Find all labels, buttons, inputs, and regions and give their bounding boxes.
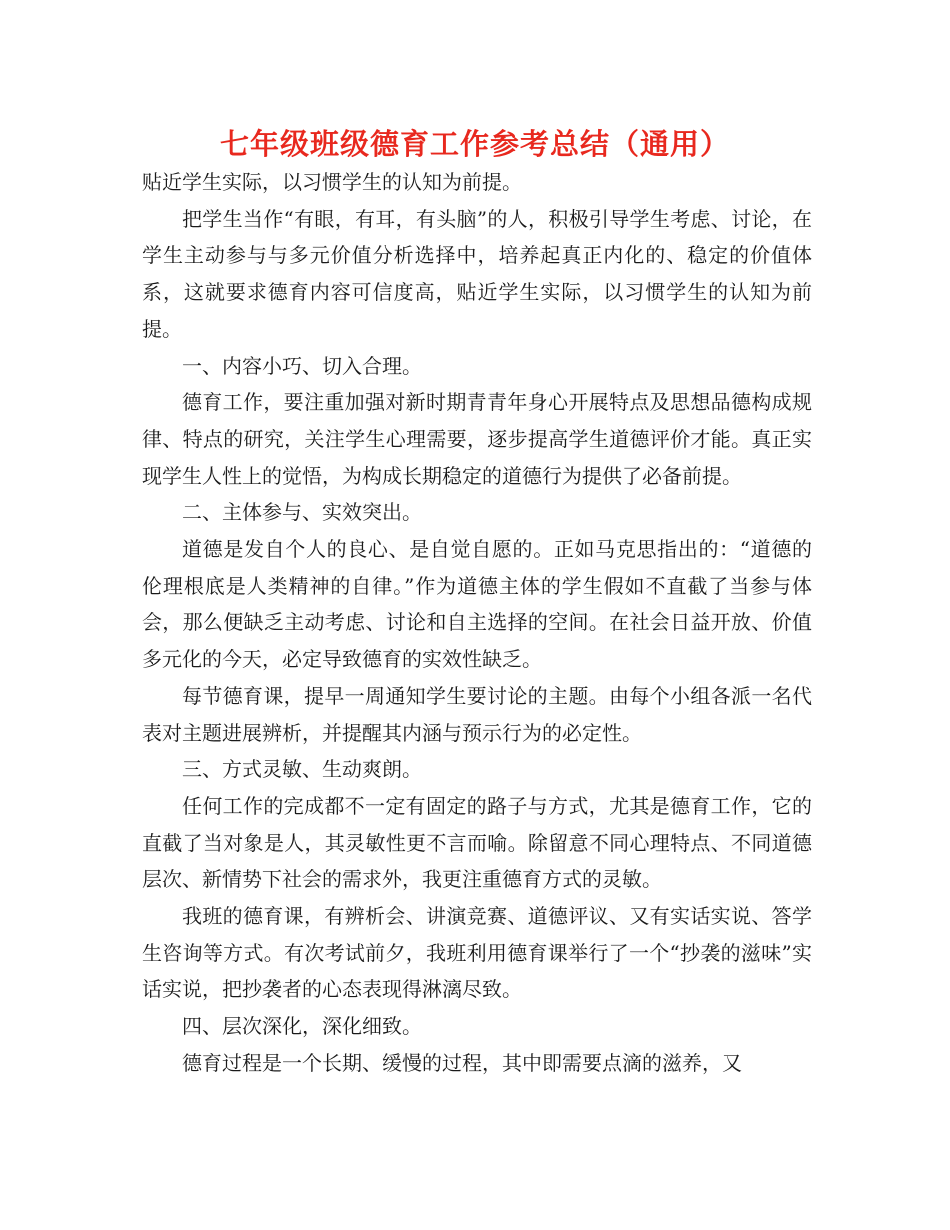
paragraph-5: 每节德育课，提早一周通知学生要讨论的主题。由每个小组各派一名代表对主题进展辨析，并提醒其内涵与预示行为的必定性。 (142, 683, 812, 745)
document-title: 七年级班级德育工作参考总结（通用） (219, 127, 730, 161)
paragraph-4: 道德是发自个人的良心、是自觉自愿的。正如马克思指出的：“道德的伦理根底是人类精神的自律。”作为道德主体的学生假如不直截了当参与体会，那么便缺乏主动考虑、讨论和自主选择的空间。在社会日益开放、价值多元化的今天，必定导致德育的实效性缺乏。 (142, 537, 812, 672)
paragraph-2: 把学生当作“有眼，有耳，有头脑”的人，积极引导学生考虑、讨论，在学生主动参与与多元价值分析选择中，培养起真正内化的、稳定的价值体系，这就要求德育内容可信度高，贴近学生实际，以习惯学生的认知为前提。 (142, 206, 812, 341)
document-body (142, 164, 812, 1082)
paragraph-3: 德育工作，要注重加强对新时期青青年身心开展特点及思想品德构成规律、特点的研究，关注学生心理需要，逐步提高学生道德评价才能。真正实现学生人性上的觉悟，为构成长期稳定的道德行为提供了必备前提。 (142, 390, 812, 488)
paragraph-8: 德育过程是一个长期、缓慢的过程，其中即需要点滴的滋养，又 (182, 1050, 742, 1075)
paragraph-1: 贴近学生实际，以习惯学生的认知为前提。 (142, 170, 522, 194)
paragraph-7: 我班的德育课，有辨析会、讲演竞赛、道德评议、又有实话实说、答学生咨询等方式。有次考试前夕，我班利用德育课举行了一个“抄袭的滋味”实话实说，把抄袭者的心态表现得淋漓尽致。 (142, 904, 812, 1002)
section-heading-4: 四、层次深化，深化细致。 (182, 1014, 422, 1039)
section-heading-3: 三、方式灵敏、生动爽朗。 (182, 757, 422, 782)
section-heading-2: 二、主体参与、实效突出。 (182, 500, 422, 525)
section-heading-1: 一、内容小巧、切入合理。 (182, 353, 422, 378)
paragraph-6: 任何工作的完成都不一定有固定的路子与方式，尤其是德育工作，它的直截了当对象是人，其灵敏性更不言而喻。除留意不同心理特点、不同道德层次、新情势下社会的需求外，我更注重德育方式的灵敏。 (142, 793, 812, 892)
